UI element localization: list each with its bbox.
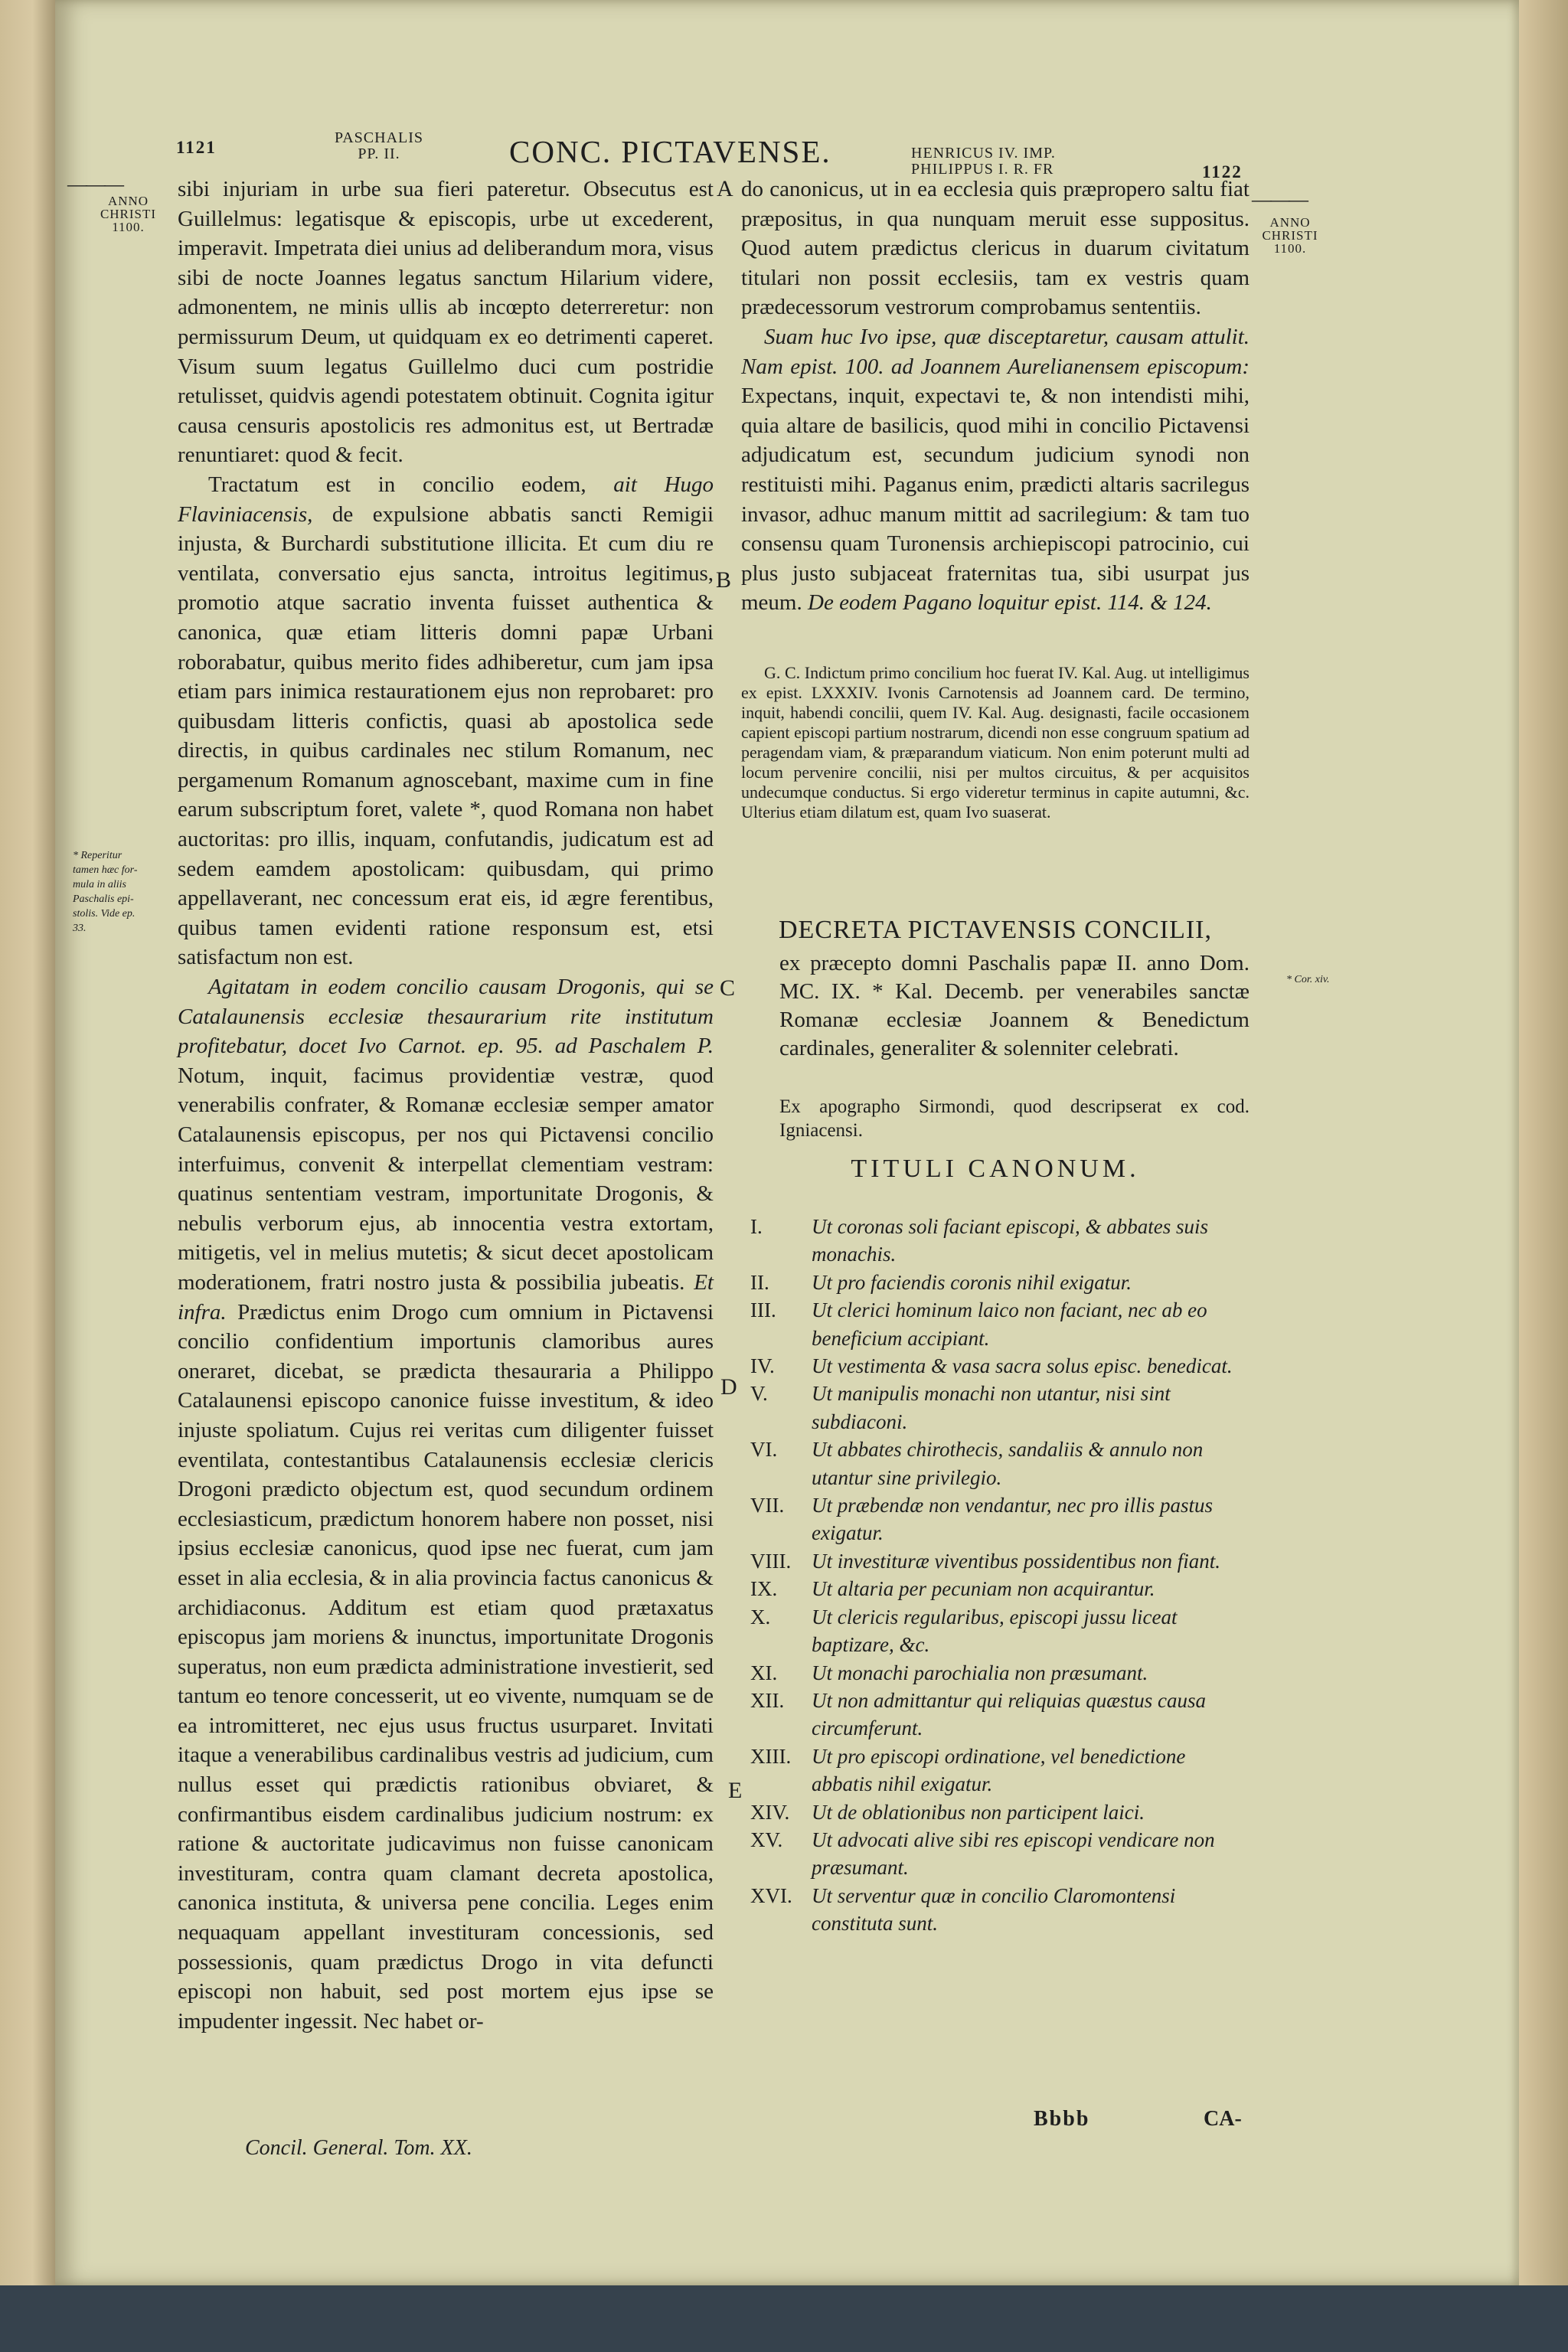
list-item: XIII. Ut pro episcopi ordinatione, vel benedictione abbatis nihil exigatur. <box>750 1744 1186 1796</box>
list-item: IV. Ut vestimenta & vasa sacra solus episc. benedicat. <box>750 1354 1233 1378</box>
list-item: VIII. Ut investituræ viventibus possidentibus non fiant. <box>750 1549 1220 1573</box>
anno-christi-right: ANNO CHRISTI 1100. <box>1262 215 1318 256</box>
catchword: CA- <box>1204 2107 1242 2131</box>
section-letter-c: C <box>720 975 736 1001</box>
editorial-note: G. C. Indictum primo concilium hoc fuerat IV. Kal. Aug. ut intelligimus ex epist. LXXXIV. Ivonis Carnotensis ad Joannem card. De termino, inquit, habendi concilii, quem IV. Kal. Aug. designasti, facile occasionem capient episcopi partium nostrarum, dicendi non esse congruum spatium ad peragendam viam, & præparandum viaticum. Non enim poterunt multi ad locum pervenire concilii, nisi per multos circuitus, & per acquisitos undecumque conductus. Si ergo videretur terminus in capite autumni, &c. Ulterius etiam dilatum est, quam Ivo suaserat. <box>741 663 1250 822</box>
section-letter-d: D <box>720 1374 737 1400</box>
page-title: CONC. PICTAVENSE. <box>509 134 831 169</box>
paragraph: Tractatum est in concilio eodem, ait Hugo Flaviniacensis, de expulsione abbatis sancti Remigii injusta, & Burchardi substitutione illicita. Et cum diu re ventilata, conversatio ejus sancta, introitus legitimus, promotio atque sacratio inventa fuisset authentica & canonica, quæ etiam litteris domni papæ Urbani roborabatur, quibus merito fides adhiberetur, cum jam ipsa etiam pars inimica restaurationem ejus non reprobaret: pro quibusdam litteris confictis, quasi ab apostolica sede directis, in quibus cardinales nec stilum Romanum, nec pergamenum Romanum agnoscebant, maxime cum in fine earum subscriptum foret, valete *, quod Romana non habet auctoritas: pro illis, inquam, confutandis, judicatum est ad sedem eamdem apostolicam: quibusdam, qui primo appellaverant, nec concessum erat eis, id ægre ferentibus, quibus tamen evidenti ratione responsum est, etsi satisfactum non est. <box>178 472 714 970</box>
scanner-background <box>0 2285 1568 2352</box>
signature-mark: Bbbb <box>1034 2107 1090 2131</box>
list-item: XVI. Ut serventur quæ in concilio Claromontensi constituta sunt. <box>750 1883 1176 1936</box>
section-letter-a: A <box>717 176 733 201</box>
tituli-title: TITULI CANONUM. <box>851 1155 1140 1183</box>
right-column <box>741 175 1250 618</box>
list-item: XI. Ut monachi parochialia non præsumant. <box>750 1661 1148 1684</box>
list-item: I. Ut coronas soli faciant episcopi, & abbates suis monachis. <box>750 1215 1208 1266</box>
list-item: XV. Ut advocati alive sibi res episcopi vendicare non præsumant. <box>750 1828 1215 1880</box>
decreta-subtitle: ex præcepto domni Paschalis papæ II. anno Dom. MC. IX. * Kal. Decemb. per venerabiles sanctæ Romanæ ecclesiæ Joannem & Benedictum cardinales, generaliter & solenniter celebrati. <box>779 951 1250 1060</box>
side-note-right: * Cor. xiv. <box>1286 974 1330 985</box>
page-number-right: 1122 <box>1202 162 1243 181</box>
footer-signature: Concil. General. Tom. XX. <box>245 2136 472 2160</box>
left-column <box>178 175 714 2036</box>
paragraph: do canonicus, ut in ea ecclesia quis præpropero saltu fiat præpositus, in qua nunquam meruit esse suppositus. Quod autem prædictus clericus in duarum civitatum titulari non possit ecclesiis, tam ex vestris quam prædecessorum vestrorum comprobamus sententiis. <box>741 177 1250 320</box>
list-item: III. Ut clerici hominum laico non faciant, nec ab eo beneficium accipiant. <box>750 1298 1207 1350</box>
margin-rule-right: ——— <box>1252 188 1307 211</box>
paragraph: sibi injuriam in urbe sua fieri pateretur. Obsecutus est Guillelmus: legatisque & episcopis, urbe ut excederent, imperavit. Impetrata diei unius ad deliberandum mora, visus sibi de nocte Joannes legatus sanctum Hilarium videre, admonentem, ne minis ullis ab incœpto deterreretur: non permissurum Deum, ut quidquam ex eo detrimenti caperet. Visum suum legatus Guillelmo duci cum postridie retulisset, quidvis agendi potestatem obtinuit. Cognita igitur causa censuris apostolicis res admonitus est, ut Bertradæ renuntiaret: quod & fecit. <box>178 177 714 468</box>
page-number-left: 1121 <box>176 138 217 157</box>
facing-page-edge <box>0 0 60 2352</box>
page-stack-edge <box>1519 0 1568 2289</box>
list-item: V. Ut manipulis monachi non utantur, nisi sint subdiaconi. <box>750 1382 1171 1433</box>
list-item: X. Ut clericis regularibus, episcopi jussu liceat baptizare, &c. <box>750 1605 1178 1657</box>
paragraph: Suam huc Ivo ipse, quæ disceptaretur, causam attulit. Nam epist. 100. ad Joannem Aurelianensem episcopum: Expectans, inquit, expectavi te, & non intendisti mihi, quia altare de basilicis, quod mihi in concilio Pictavensi adjudicatum est, secundum judicium synodi non restituisti mihi. Paganus enim, prædicti altaris sacrilegus invasor, adhuc manum mittit ad sacrilegium: & tam tuo consensu quam Turonensis archiepiscopi patrocinio, cui plus justo subjaceat fraternitas tua, sibi usurpat jus meum. De eodem Pagano loquitur epist. 114. & 124. <box>741 324 1250 616</box>
list-item: XII. Ut non admittantur qui reliquias quæstus causa circumferunt. <box>750 1688 1207 1740</box>
anno-christi-left: ANNO CHRISTI 1100. <box>100 194 157 234</box>
source-note: Ex apographo Sirmondi, quod descripserat ex cod. Igniacensi. <box>779 1096 1250 1141</box>
list-item: II. Ut pro faciendis coronis nihil exigatur. <box>750 1270 1132 1294</box>
decreta-title: DECRETA PICTAVENSIS CONCILII, <box>778 916 1212 944</box>
pope-name: PASCHALIS PP. II. <box>334 129 424 162</box>
section-letter-e: E <box>728 1778 743 1803</box>
list-item: VII. Ut præbendæ non vendantur, nec pro illis pastus exigatur. <box>750 1494 1213 1545</box>
margin-rule-left: ——— <box>67 173 122 195</box>
list-item: XIV. Ut de oblationibus non participent laici. <box>750 1800 1145 1824</box>
paragraph: Agitatam in eodem concilio causam Drogonis, qui se Catalaunensis ecclesiæ thesaurarium rite institutum profitebatur, docet Ivo Carnot. ep. 95. ad Paschalem P. Notum, inquit, facimus providentiæ vestræ, quod venerabilis confrater, & Romanæ ecclesiæ semper amator Catalaunensis episcopus, per nos qui Pictavensi concilio interfuimus, convenit & interpellat clementiam vestram: quatinus sententiam vestram, importunitate Drogonis, & nebulis verborum ejus, ab innocentia vestra extortam, mitigetis, vel in melius mutetis; & sicut decet apostolicam moderationem, fratri nostro justa & possibilia jubeatis. Et infra. Prædictus enim Drogo cum omnium in Pictavensi concilio confidentium importunis clamoribus aures oneraret, dicebat, se prædicta thesauraria a Philippo Catalaunensi episcopo canonice fuisse investitum, & ideo injuste spoliatum. Cujus rei veritas cum diligenter fuisset eventilata, contestantibus Catalaunensis ecclesiæ clericis Drogoni prædicto objectum est, quod secundum ordinem ecclesiasticum, prædictum honorem habere non posset, nisi ipsius ecclesiæ canonicus, quod ipse nec fuerat, cum jam esset in alia ecclesia, & in alia provincia factus canonicus & archidiaconus. Additum est etiam quod prætaxatus episcopus jam moriens & inunctus, importunitate Drogonis superatus, non eum prædicta administratione investierit, sed tantum eo tenore concesserit, ut eo vivente, numquam se de ea intromitteret, nec ejus usus fructus usurparet. Invitati itaque a venerabilibus cardinalibus vestris ad judicium, cum nullus esset qui prædictis rationibus obviaret, & confirmantibus eisdem cardinalibus judicium nostrum: ex ratione & auctoritate judicavimus non fuisse canonicam investituram, contra quam clamant decreta apostolica, canonica instituta, & universa pene concilia. Leges enim nequaquam appellant investituram concessionis, sed possessionis, quam prædictus Drogo in vita defuncti episcopi non habuit, sed post mortem ejus ipse se impudenter ingessit. Nec habet or- <box>178 975 714 2034</box>
list-item: VI. Ut abbates chirothecis, sandaliis & annulo non utantur sine privilegio. <box>750 1438 1204 1489</box>
king-names: HENRICUS IV. IMP. PHILIPPUS I. R. FR <box>911 145 1056 178</box>
canon-list <box>741 1213 1250 1938</box>
side-note-left: * Reperitur tamen hæc for- mula in aliis Paschalis epi- stolis. Vide ep. 33. <box>73 850 138 934</box>
list-item: IX. Ut altaria per pecuniam non acquirantur. <box>750 1577 1155 1601</box>
section-letter-b: B <box>716 567 732 593</box>
